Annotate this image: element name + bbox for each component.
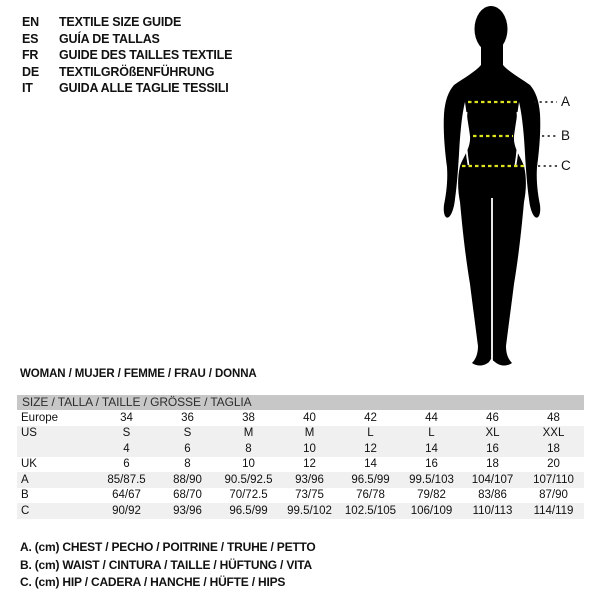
size-cell: XL xyxy=(485,427,500,440)
size-cell: 79/82 xyxy=(417,489,446,502)
size-cell: 38 xyxy=(242,411,255,424)
size-table-row-europe xyxy=(17,410,584,426)
guide-title: GUIDE DES TAILLES TEXTILE xyxy=(59,48,233,63)
guide-title: GUIDA ALLE TAGLIE TESSILI xyxy=(59,81,229,96)
size-cell: 102.5/105 xyxy=(344,504,397,517)
size-cell: 90.5/92.5 xyxy=(224,473,273,486)
size-cell: S xyxy=(122,427,131,440)
language-row xyxy=(22,31,232,48)
gender-heading: WOMAN / MUJER / FEMME / FRAU / DONNA xyxy=(20,368,257,380)
size-cell: 16 xyxy=(486,442,499,455)
size-cell: 42 xyxy=(364,411,377,424)
size-row-label: US xyxy=(21,427,37,440)
measurement-legend xyxy=(20,539,316,592)
size-cell: 44 xyxy=(425,411,438,424)
woman-silhouette-figure xyxy=(420,2,600,380)
size-cell: 16 xyxy=(425,458,438,471)
size-cell: 64/67 xyxy=(112,489,141,502)
size-cell: M xyxy=(243,427,254,440)
language-code: IT xyxy=(22,81,33,96)
language-row xyxy=(22,64,232,81)
size-cell: S xyxy=(183,427,192,440)
language-code: EN xyxy=(22,15,39,30)
legend-line-hip: C. (cm) HIP / CADERA / HANCHE / HÜFTE / HIPS xyxy=(20,575,286,589)
language-code: ES xyxy=(22,31,39,46)
language-row xyxy=(22,14,232,31)
size-cell: 107/110 xyxy=(533,473,574,486)
size-cell: 6 xyxy=(123,458,130,471)
size-cell: 10 xyxy=(303,442,316,455)
size-table-header: SIZE / TALLA / TAILLE / GRÖSSE / TAGLIA xyxy=(17,395,584,410)
size-cell: 12 xyxy=(364,442,377,455)
size-row-label: C xyxy=(21,504,30,517)
guide-title: GUÍA DE TALLAS xyxy=(59,31,160,46)
size-table-row-us xyxy=(17,426,584,442)
size-cell: L xyxy=(367,427,374,440)
size-cell: 8 xyxy=(245,442,252,455)
size-cell: 96.5/99 xyxy=(229,504,268,517)
size-cell: 110/113 xyxy=(472,504,513,517)
language-row xyxy=(22,47,232,64)
guide-title: TEXTILE SIZE GUIDE xyxy=(59,15,182,30)
legend-line-chest: A. (cm) CHEST / PECHO / POITRINE / TRUHE / PETTO xyxy=(20,540,316,554)
size-cell: L xyxy=(428,427,435,440)
size-row-label: Europe xyxy=(21,411,59,424)
size-cell: XXL xyxy=(542,427,565,440)
size-cell: 93/96 xyxy=(295,473,324,486)
size-table-row-hip xyxy=(17,503,584,519)
size-cell: 99.5/102 xyxy=(287,504,332,517)
size-cell: 6 xyxy=(184,442,191,455)
language-code: FR xyxy=(22,48,39,63)
size-row-label: B xyxy=(21,489,29,502)
size-cell: 14 xyxy=(364,458,377,471)
size-cell: 90/92 xyxy=(112,504,141,517)
size-cell: 85/87.5 xyxy=(107,473,146,486)
legend-line-waist: B. (cm) WAIST / CINTURA / TAILLE / HÜFTUNG / VITA xyxy=(20,557,312,572)
language-code: DE xyxy=(22,64,39,79)
size-row-label: UK xyxy=(21,458,37,471)
size-cell: 76/78 xyxy=(356,489,385,502)
size-cell: 46 xyxy=(486,411,499,424)
guide-title: TEXTILGRÖßENFÜHRUNG xyxy=(59,64,215,79)
size-table-row-waist xyxy=(17,488,584,504)
size-cell: M xyxy=(304,427,315,440)
size-cell: 12 xyxy=(303,458,316,471)
size-cell: 4 xyxy=(123,442,130,455)
size-table-row-us-numeric xyxy=(17,441,584,457)
size-cell: 114/119 xyxy=(533,504,574,517)
size-cell: 73/75 xyxy=(295,489,324,502)
size-row-label: A xyxy=(21,473,29,486)
size-cell: 8 xyxy=(184,458,191,471)
size-cell: 106/109 xyxy=(410,504,453,517)
size-cell: 36 xyxy=(181,411,194,424)
size-table-row-chest xyxy=(17,472,584,488)
measure-label-c: C xyxy=(561,158,571,173)
measure-label-b: B xyxy=(561,128,571,143)
size-cell: 18 xyxy=(486,458,499,471)
size-cell: 99.5/103 xyxy=(409,473,454,486)
size-table-row-uk xyxy=(17,457,584,473)
size-cell: 40 xyxy=(303,411,316,424)
language-row xyxy=(22,80,232,97)
size-cell: 104/107 xyxy=(471,473,514,486)
size-cell: 96.5/99 xyxy=(351,473,390,486)
size-cell: 83/86 xyxy=(478,489,507,502)
size-cell: 87/90 xyxy=(539,489,568,502)
size-cell: 10 xyxy=(242,458,255,471)
language-title-block xyxy=(22,14,232,97)
size-table xyxy=(17,395,584,519)
size-cell: 70/72.5 xyxy=(229,489,268,502)
size-cell: 93/96 xyxy=(173,504,202,517)
size-cell: 18 xyxy=(547,442,560,455)
size-cell: 14 xyxy=(425,442,438,455)
measure-label-a: A xyxy=(561,94,571,109)
size-cell: 34 xyxy=(120,411,133,424)
size-cell: 88/90 xyxy=(173,473,202,486)
size-cell: 20 xyxy=(547,458,560,471)
size-cell: 68/70 xyxy=(173,489,202,502)
size-cell: 48 xyxy=(547,411,560,424)
